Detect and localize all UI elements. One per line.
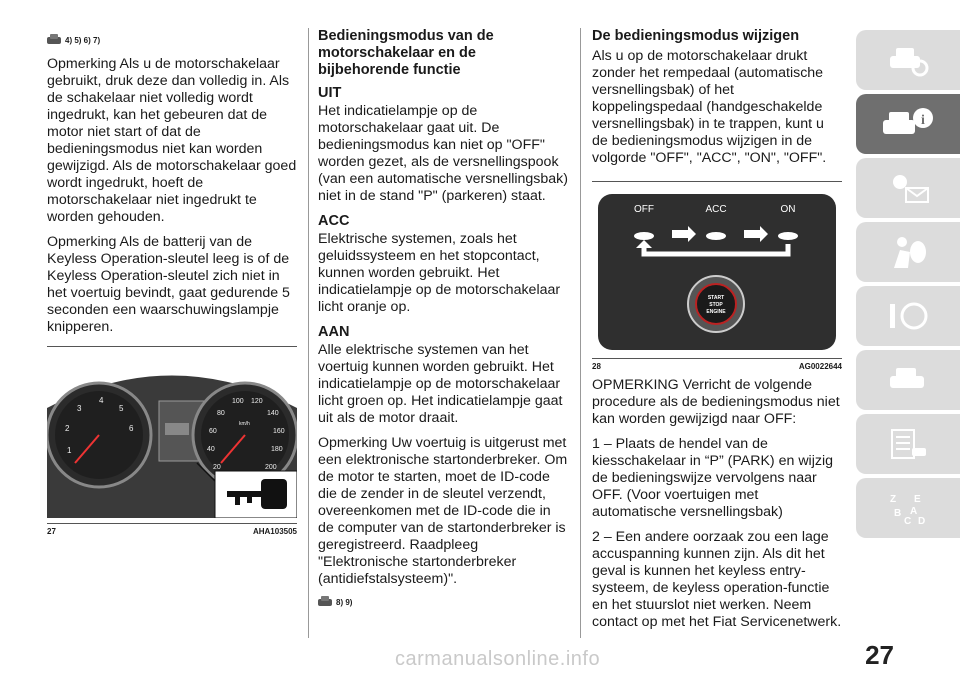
car-warning-icon [47, 34, 61, 46]
checklist-car-icon [886, 426, 930, 462]
subheading-aan: AAN [318, 324, 350, 340]
page-number: 27 [865, 640, 894, 670]
section-heading: De bedieningsmodus wijzigen [592, 28, 800, 44]
watermark: carmanualsonline.info [395, 648, 601, 670]
speed-label: 60 [209, 428, 217, 435]
warning-references: 4) 5) 6) 7) [47, 34, 297, 46]
tab-driving[interactable] [856, 286, 960, 346]
tab-lights-messages[interactable] [856, 158, 960, 218]
speed-label: 80 [217, 410, 225, 417]
tach-label: 2 [65, 424, 70, 433]
svg-text:D: D [918, 516, 926, 526]
body-paragraph: 1 – Plaats de hendel van de kiesschakelaar in “P” (PARK) en wijzig de bedieningswijze vervolgens naar OFF. (Voor voertuigen met automatische versnellingsbak) [592, 436, 833, 520]
subheading-uit: UIT [318, 85, 342, 101]
body-paragraph: Het indicatielampje op de motorschakelaar gaat uit. De bedieningsmodus kan niet op "OFF" worden gezet, als de versnellingspook (van een automatische versnellingsbak) niet in de stand "P" (parkeren) staat. [318, 103, 568, 204]
button-label: STOP [709, 302, 723, 308]
body-paragraph: 2 – Een andere oorzaak zou een lage accuspanning kunnen zijn. Als dit het geval is kunnen het keyless entry-systeem, de keyless operation-functie en het stuurslot niet werken. Neem contact op met het Fiat Servicenetwerk. [592, 529, 842, 630]
tab-car-info[interactable] [856, 94, 960, 154]
svg-text:C: C [904, 516, 912, 526]
tab-emergency[interactable] [856, 350, 960, 410]
figure-27 [47, 346, 297, 536]
speed-unit: km/h [239, 421, 250, 427]
svg-text:E: E [914, 494, 921, 505]
note-paragraph: Opmerking Als u de motorschakelaar gebruikt, druk deze dan volledig in. Als de schakelaar niet volledig wordt ingedrukt, kan het gebeuren dat de motor niet start of dat de bedieningsmodus niet kan worden gewijzigd. Als de motorschakelaar goed wordt ingedrukt, hoeft de motorschakelaar niet ingedrukt te worden gehouden. [47, 56, 297, 225]
body-paragraph: Als u op de motorschakelaar drukt zonder het rempedaal (automatische versnellingsbak) of het koppelingspedaal (handgeschakelde versnellingsbak) in te trappen, kunt u de bedieningsmodus wijzigen in de volgorde "OFF", "ACC", "ON", "OFF". [592, 48, 827, 166]
mode-on-label: ON [780, 204, 796, 215]
column-left [47, 28, 297, 542]
svg-text:A: A [910, 506, 918, 517]
tab-car-search[interactable] [856, 30, 960, 90]
car-warning-icon [318, 596, 332, 608]
svg-text:i: i [921, 113, 925, 128]
figure-caption: 27 AHA103505 [47, 523, 297, 536]
tach-label: 3 [77, 404, 82, 413]
indicator-acc-icon [706, 232, 726, 240]
button-label: START [707, 295, 725, 301]
speed-label: 140 [267, 410, 279, 417]
body-paragraph: Alle elektrische systemen van het voertuig kunnen worden gebruikt. Het indicatielampje op de motorschakelaar licht groen op. Het indicatielampje gaat uit als de motor draait. [318, 342, 563, 426]
column-divider [308, 28, 309, 638]
column-middle [318, 28, 568, 618]
speed-label: 200 [265, 464, 277, 471]
speed-label: 180 [271, 446, 283, 453]
car-search-icon [886, 42, 930, 78]
tach-label: 1 [67, 446, 72, 455]
note-paragraph: Opmerking Uw voertuig is uitgerust met een elektronische startonderbreker. Om de motor te starten, moet de ID-code die de zender in de sleutel verzendt, overeenkomen met de ID-code die in de computer van de startonderbreker is geregistreerd. Raadpleeg "Elektronische startonderbreker (antidiefstalsysteem)". [318, 435, 568, 587]
figure-28 [592, 181, 842, 371]
tach-label: 6 [129, 424, 134, 433]
body-paragraph: OPMERKING Verricht de volgende procedure als de bedieningsmodus niet kan worden gewijzigd naar OFF: [592, 377, 840, 427]
speed-label: 40 [207, 446, 215, 453]
column-divider [580, 28, 581, 638]
tab-safety[interactable] [856, 222, 960, 282]
body-paragraph: Elektrische systemen, zoals het geluidssysteem en het stopcontact, kunnen worden gebruikt. Het indicatielampje op de motorschakelaar licht oranje op. [318, 231, 561, 315]
svg-text:Z: Z [890, 494, 897, 505]
svg-text:B: B [894, 508, 902, 519]
chapter-sidebar [856, 30, 960, 542]
subheading-acc: ACC [318, 213, 350, 229]
speed-label: 120 [251, 398, 263, 405]
speed-label: 100 [232, 398, 244, 405]
car-breakdown-icon [886, 362, 930, 398]
tab-maintenance[interactable] [856, 414, 960, 474]
speed-label: 160 [273, 428, 285, 435]
indicator-on-icon [778, 232, 798, 240]
mode-acc-label: ACC [705, 204, 727, 215]
car-info-icon [881, 104, 935, 144]
mode-off-label: OFF [634, 204, 654, 215]
tach-label: 4 [99, 396, 104, 405]
tab-index[interactable] [856, 478, 960, 538]
instrument-cluster-illustration [47, 353, 297, 518]
alphabet-index-icon [886, 490, 930, 526]
steering-tools-icon [886, 298, 930, 334]
airbag-person-icon [886, 234, 930, 270]
light-message-icon [886, 170, 930, 206]
tach-label: 5 [119, 404, 124, 413]
button-label: ENGINE [706, 309, 726, 315]
warning-references: 8) 9) [318, 596, 568, 608]
section-heading: Bedieningsmodus van de motorschakelaar en de bijbehorende functie [318, 28, 494, 78]
indicator-off-icon [634, 232, 654, 240]
column-right [592, 28, 842, 639]
figure-caption: 28 AG0022644 [592, 358, 842, 371]
speed-label: 20 [213, 464, 221, 471]
note-paragraph: Opmerking Als de batterij van de Keyless Operation-sleutel leeg is of de Keyless Operation-sleutel zich niet in het voertuig bevindt, gaat gedurende 5 seconden een waarschuwingslampje knipperen. [47, 234, 290, 335]
mode-sequence-illustration [592, 188, 842, 353]
